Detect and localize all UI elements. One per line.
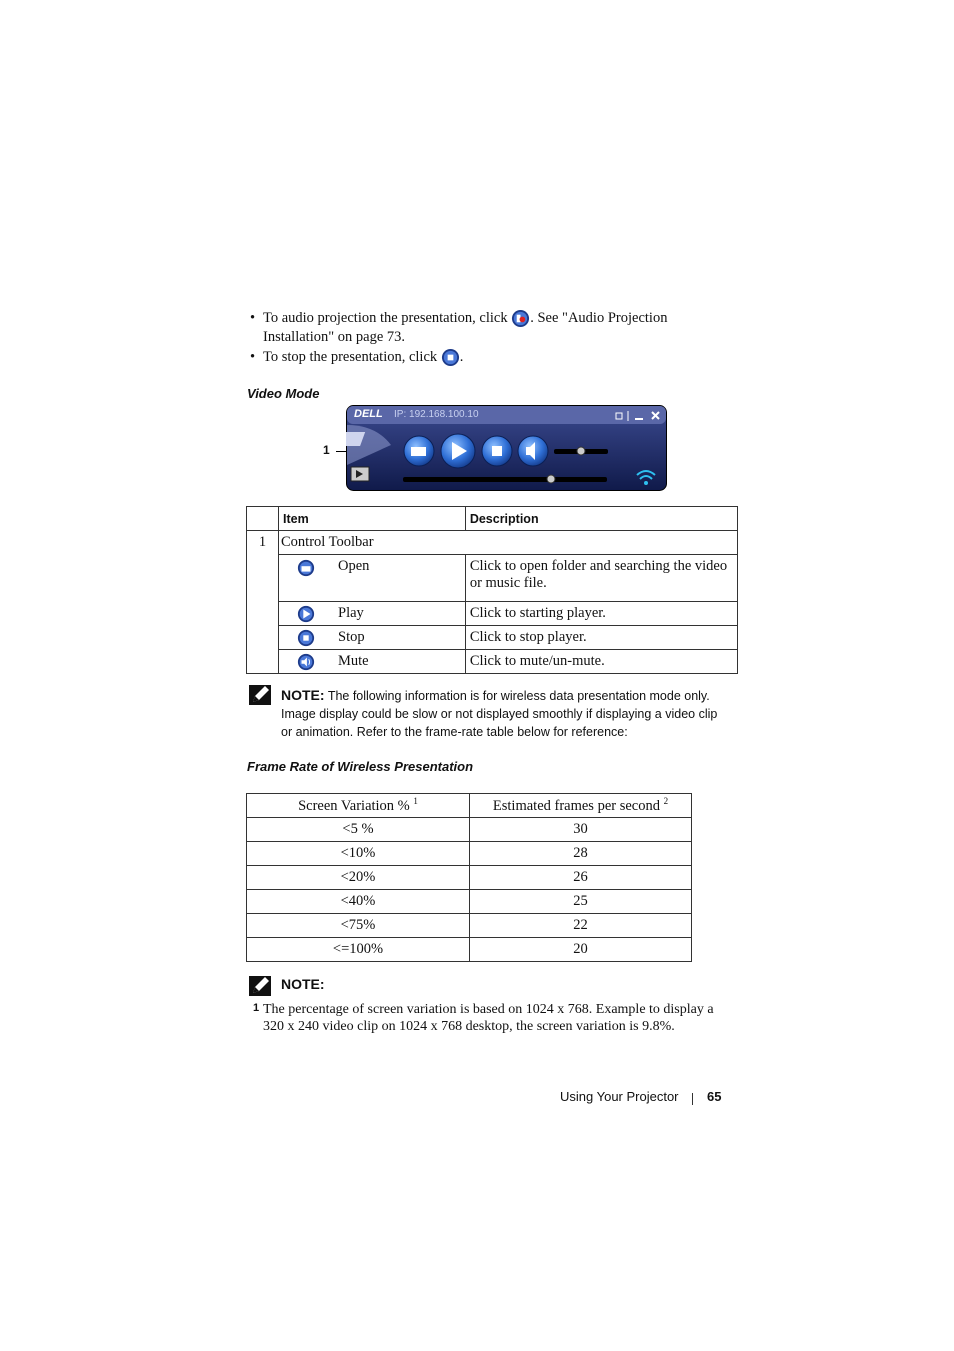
page-number: 65 (707, 1089, 722, 1104)
row-name-play: Play (334, 602, 465, 626)
bullet-marker: • (250, 310, 256, 326)
fps-cell: 28 (470, 842, 692, 866)
variation-cell: <20% (247, 866, 470, 890)
header-screen-variation (247, 794, 470, 818)
variation-cell: <40% (247, 890, 470, 914)
table-row (247, 650, 738, 674)
stop-icon (297, 629, 315, 647)
variation-cell: <75% (247, 914, 470, 938)
table-row (247, 866, 692, 890)
callout-number: 1 (323, 443, 330, 457)
table-row (247, 890, 692, 914)
row-desc-stop: Click to stop player. (465, 626, 737, 650)
bullet-stop (263, 348, 733, 367)
note2-label: NOTE: (281, 976, 325, 992)
close-button[interactable] (651, 410, 661, 420)
row-name-open: Open (334, 555, 465, 602)
bullet-marker: • (250, 349, 256, 365)
play-button[interactable] (441, 434, 475, 468)
note-block (281, 686, 751, 741)
bullet-audio-line2: Installation" on page 73. (263, 329, 406, 346)
row-desc-open-line1: Click to open folder and searching the video (469, 558, 728, 574)
bullet-audio (263, 309, 733, 346)
minimize-button[interactable] (633, 410, 645, 420)
header-screen-variation-text: Screen Variation % (298, 798, 410, 814)
table-row (247, 818, 692, 842)
fps-cell: 26 (470, 866, 692, 890)
row-desc-open-line2: or music file. (469, 575, 547, 591)
open-folder-icon (297, 559, 315, 577)
table-header-row (247, 794, 692, 818)
video-mode-heading: Video Mode (247, 386, 320, 401)
row-name-stop: Stop (334, 626, 465, 650)
table-row (247, 602, 738, 626)
header-fps (470, 794, 692, 818)
stop-button[interactable] (482, 436, 512, 466)
note-label: NOTE: (281, 687, 325, 703)
bullet-stop-text-post: . (459, 349, 464, 365)
ip-address: IP: 192.168.100.10 (394, 409, 479, 420)
table-row (247, 938, 692, 962)
footnote-line1: The percentage of screen variation is based on 1024 x 768. Example to display a (263, 1002, 714, 1017)
footnote (263, 1001, 743, 1035)
footer-divider (692, 1093, 693, 1105)
bullet-audio-text: To audio projection the presentation, click (263, 310, 508, 326)
stop-presentation-icon (441, 348, 460, 367)
play-icon (297, 605, 315, 623)
volume-slider[interactable] (554, 446, 608, 456)
bullet-stop-text: To stop the presentation, click (263, 349, 438, 365)
speaker-icon (297, 653, 315, 671)
header-item: Item (279, 507, 466, 531)
note-line2: Image display could be slow or not displayed smoothly if displaying a video clip (281, 707, 718, 721)
header-fps-text: Estimated frames per second (492, 798, 660, 814)
footnote-number: 1 (253, 1002, 260, 1014)
table-row (247, 626, 738, 650)
note-line3: or animation. Refer to the frame-rate table below for reference: (281, 725, 628, 739)
frame-rate-heading: Frame Rate of Wireless Presentation (247, 759, 474, 774)
dell-logo: DELL (354, 408, 383, 420)
seek-slider[interactable] (403, 474, 607, 484)
header-sup-2: 2 (663, 796, 669, 806)
table-header-row (247, 507, 738, 531)
variation-cell: <5 % (247, 818, 470, 842)
note-pencil-icon (249, 685, 271, 705)
frame-rate-table (246, 793, 692, 962)
mute-button[interactable] (518, 436, 548, 466)
note-pencil-icon (249, 976, 271, 996)
fps-cell: 22 (470, 914, 692, 938)
variation-cell: <=100% (247, 938, 470, 962)
fps-cell: 25 (470, 890, 692, 914)
control-toolbar-table (246, 506, 738, 674)
variation-cell: <10% (247, 842, 470, 866)
item-number: 1 (247, 531, 279, 674)
row-desc-mute: Click to mute/un-mute. (465, 650, 737, 674)
open-button[interactable] (404, 436, 434, 466)
group-label: Control Toolbar (279, 531, 738, 555)
footer-section: Using Your Projector (560, 1089, 679, 1104)
bullet-audio-text-post: . See "Audio Projection (530, 310, 668, 326)
table-row (247, 842, 692, 866)
row-desc-play: Click to starting player. (465, 602, 737, 626)
footnote-line2: 320 x 240 video clip on 1024 x 768 desktop, the screen variation is 9.8%. (263, 1019, 675, 1034)
fps-cell: 20 (470, 938, 692, 962)
table-row (247, 914, 692, 938)
audio-projection-icon (511, 309, 530, 328)
video-player-toolbar (346, 405, 667, 491)
header-sup-1: 1 (413, 796, 418, 806)
row-name-mute: Mute (334, 650, 465, 674)
note-line1: The following information is for wireless data presentation mode only. (327, 689, 710, 703)
row-desc-open (465, 555, 737, 602)
table-row (247, 555, 738, 602)
header-description: Description (465, 507, 737, 531)
fps-cell: 30 (470, 818, 692, 842)
table-row (247, 531, 738, 555)
